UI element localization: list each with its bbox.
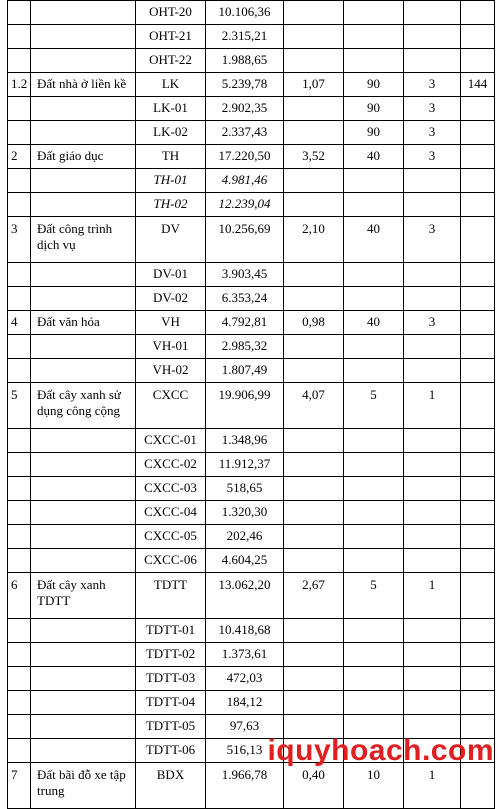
area-cell: 5.239,78: [206, 73, 284, 97]
area-cell: 1.966,78: [206, 763, 284, 809]
name-cell: [31, 1, 136, 25]
density-cell: 90: [344, 73, 404, 97]
table-row: [8, 217, 495, 263]
density-cell: [344, 691, 404, 715]
floors-cell: [404, 643, 461, 667]
units-cell: [461, 169, 495, 193]
name-cell: [31, 97, 136, 121]
stt-cell: 6: [8, 573, 31, 619]
density-cell: [344, 619, 404, 643]
units-cell: [461, 691, 495, 715]
units-cell: [461, 667, 495, 691]
units-cell: [461, 121, 495, 145]
ratio-cell: [284, 287, 344, 311]
code-cell: CXCC-02: [136, 453, 206, 477]
units-cell: [461, 619, 495, 643]
ratio-cell: 2,67: [284, 573, 344, 619]
floors-cell: 3: [404, 73, 461, 97]
code-cell: CXCC-06: [136, 549, 206, 573]
code-cell: TDTT: [136, 573, 206, 619]
stt-cell: 5: [8, 383, 31, 429]
name-cell: [31, 549, 136, 573]
stt-cell: [8, 501, 31, 525]
code-cell: TDTT-03: [136, 667, 206, 691]
table-row: [8, 193, 495, 217]
stt-cell: [8, 1, 31, 25]
floors-cell: [404, 691, 461, 715]
floors-cell: [404, 453, 461, 477]
area-cell: 97,63: [206, 715, 284, 739]
name-cell: [31, 49, 136, 73]
table-row: [8, 573, 495, 619]
table-row: [8, 287, 495, 311]
table-row: [8, 667, 495, 691]
name-cell: [31, 121, 136, 145]
stt-cell: [8, 525, 31, 549]
ratio-cell: [284, 49, 344, 73]
table-row: [8, 335, 495, 359]
ratio-cell: [284, 121, 344, 145]
area-cell: 12.239,04: [206, 193, 284, 217]
code-cell: CXCC-04: [136, 501, 206, 525]
area-cell: 516,13: [206, 739, 284, 763]
stt-cell: [8, 335, 31, 359]
floors-cell: [404, 429, 461, 453]
ratio-cell: [284, 359, 344, 383]
stt-cell: [8, 453, 31, 477]
area-cell: 1.320,30: [206, 501, 284, 525]
table-row: [8, 1, 495, 25]
name-cell: Đất văn hóa: [31, 311, 136, 335]
code-cell: TDTT-04: [136, 691, 206, 715]
floors-cell: [404, 1, 461, 25]
name-cell: [31, 263, 136, 287]
table-row: [8, 97, 495, 121]
ratio-cell: 0,98: [284, 311, 344, 335]
ratio-cell: [284, 501, 344, 525]
floors-cell: [404, 169, 461, 193]
floors-cell: 3: [404, 311, 461, 335]
area-cell: 13.062,20: [206, 573, 284, 619]
ratio-cell: [284, 263, 344, 287]
floors-cell: [404, 193, 461, 217]
table-row: [8, 619, 495, 643]
units-cell: [461, 549, 495, 573]
units-cell: [461, 501, 495, 525]
code-cell: TDTT-06: [136, 739, 206, 763]
ratio-cell: 1,07: [284, 73, 344, 97]
code-cell: CXCC-01: [136, 429, 206, 453]
floors-cell: [404, 25, 461, 49]
table-row: [8, 501, 495, 525]
floors-cell: [404, 359, 461, 383]
name-cell: [31, 619, 136, 643]
stt-cell: [8, 619, 31, 643]
table-row: [8, 263, 495, 287]
stt-cell: [8, 121, 31, 145]
table-row: [8, 25, 495, 49]
area-cell: 1.348,96: [206, 429, 284, 453]
units-cell: [461, 525, 495, 549]
area-cell: 6.353,24: [206, 287, 284, 311]
code-cell: CXCC-03: [136, 477, 206, 501]
floors-cell: [404, 477, 461, 501]
units-cell: [461, 453, 495, 477]
code-cell: TH: [136, 145, 206, 169]
ratio-cell: [284, 97, 344, 121]
name-cell: Đất bãi đỗ xe tập trung: [31, 763, 136, 809]
name-cell: [31, 477, 136, 501]
density-cell: [344, 477, 404, 501]
units-cell: [461, 763, 495, 809]
name-cell: [31, 691, 136, 715]
stt-cell: [8, 429, 31, 453]
floors-cell: [404, 263, 461, 287]
stt-cell: [8, 643, 31, 667]
units-cell: [461, 287, 495, 311]
table-row: [8, 525, 495, 549]
table-row: [8, 383, 495, 429]
density-cell: [344, 525, 404, 549]
code-cell: VH-01: [136, 335, 206, 359]
floors-cell: [404, 335, 461, 359]
stt-cell: [8, 49, 31, 73]
units-cell: [461, 643, 495, 667]
density-cell: [344, 359, 404, 383]
density-cell: [344, 263, 404, 287]
code-cell: TDTT-05: [136, 715, 206, 739]
density-cell: [344, 549, 404, 573]
name-cell: Đất công trình dịch vụ: [31, 217, 136, 263]
floors-cell: [404, 549, 461, 573]
watermark: iquyhoach.com: [267, 734, 494, 767]
density-cell: 5: [344, 383, 404, 429]
density-cell: 40: [344, 145, 404, 169]
ratio-cell: [284, 691, 344, 715]
table-row: [8, 49, 495, 73]
area-cell: 1.988,65: [206, 49, 284, 73]
name-cell: [31, 739, 136, 763]
table-row: [8, 169, 495, 193]
code-cell: DV-02: [136, 287, 206, 311]
area-cell: 1.807,49: [206, 359, 284, 383]
units-cell: [461, 49, 495, 73]
density-cell: [344, 169, 404, 193]
floors-cell: 3: [404, 145, 461, 169]
stt-cell: 3: [8, 217, 31, 263]
code-cell: LK-02: [136, 121, 206, 145]
ratio-cell: 2,10: [284, 217, 344, 263]
table-row: [8, 121, 495, 145]
floors-cell: [404, 619, 461, 643]
name-cell: Đất cây xanh sử dụng công cộng: [31, 383, 136, 429]
stt-cell: [8, 169, 31, 193]
area-cell: 2.985,32: [206, 335, 284, 359]
code-cell: TDTT-02: [136, 643, 206, 667]
stt-cell: 1.2: [8, 73, 31, 97]
area-cell: 19.906,99: [206, 383, 284, 429]
density-cell: [344, 429, 404, 453]
table-row: [8, 453, 495, 477]
floors-cell: [404, 525, 461, 549]
code-cell: OHT-22: [136, 49, 206, 73]
code-cell: CXCC: [136, 383, 206, 429]
density-cell: 90: [344, 121, 404, 145]
table-row: [8, 311, 495, 335]
density-cell: [344, 453, 404, 477]
code-cell: TH-02: [136, 193, 206, 217]
density-cell: [344, 1, 404, 25]
name-cell: [31, 501, 136, 525]
area-cell: 4.981,46: [206, 169, 284, 193]
code-cell: OHT-20: [136, 1, 206, 25]
ratio-cell: [284, 453, 344, 477]
name-cell: [31, 643, 136, 667]
units-cell: [461, 25, 495, 49]
area-cell: 202,46: [206, 525, 284, 549]
density-cell: [344, 667, 404, 691]
table-row: [8, 429, 495, 453]
name-cell: [31, 525, 136, 549]
ratio-cell: [284, 643, 344, 667]
ratio-cell: 3,52: [284, 145, 344, 169]
table-row: [8, 763, 495, 809]
stt-cell: 4: [8, 311, 31, 335]
code-cell: CXCC-05: [136, 525, 206, 549]
code-cell: OHT-21: [136, 25, 206, 49]
table-row: [8, 691, 495, 715]
density-cell: [344, 49, 404, 73]
name-cell: Đất nhà ở liền kề: [31, 73, 136, 97]
name-cell: [31, 169, 136, 193]
density-cell: [344, 287, 404, 311]
units-cell: [461, 263, 495, 287]
area-cell: 4.604,25: [206, 549, 284, 573]
area-cell: 11.912,37: [206, 453, 284, 477]
units-cell: [461, 335, 495, 359]
area-cell: 17.220,50: [206, 145, 284, 169]
area-cell: 472,03: [206, 667, 284, 691]
table-row: [8, 145, 495, 169]
name-cell: [31, 335, 136, 359]
density-cell: [344, 501, 404, 525]
stt-cell: [8, 715, 31, 739]
area-cell: 518,65: [206, 477, 284, 501]
ratio-cell: 0,40: [284, 763, 344, 809]
code-cell: BDX: [136, 763, 206, 809]
code-cell: TH-01: [136, 169, 206, 193]
floors-cell: [404, 287, 461, 311]
units-cell: [461, 477, 495, 501]
table-row: [8, 359, 495, 383]
area-cell: 4.792,81: [206, 311, 284, 335]
name-cell: [31, 715, 136, 739]
area-cell: 1.373,61: [206, 643, 284, 667]
code-cell: LK-01: [136, 97, 206, 121]
ratio-cell: [284, 193, 344, 217]
floors-cell: 3: [404, 217, 461, 263]
area-cell: 10.418,68: [206, 619, 284, 643]
stt-cell: [8, 549, 31, 573]
floors-cell: 3: [404, 97, 461, 121]
units-cell: [461, 359, 495, 383]
units-cell: [461, 217, 495, 263]
stt-cell: [8, 667, 31, 691]
ratio-cell: [284, 335, 344, 359]
table-row: [8, 477, 495, 501]
area-cell: 10.106,36: [206, 1, 284, 25]
table-row: [8, 549, 495, 573]
name-cell: [31, 667, 136, 691]
code-cell: LK: [136, 73, 206, 97]
stt-cell: [8, 25, 31, 49]
stt-cell: 7: [8, 763, 31, 809]
density-cell: 90: [344, 97, 404, 121]
units-cell: [461, 383, 495, 429]
name-cell: [31, 287, 136, 311]
stt-cell: [8, 691, 31, 715]
stt-cell: 2: [8, 145, 31, 169]
floors-cell: 1: [404, 573, 461, 619]
density-cell: [344, 643, 404, 667]
name-cell: [31, 193, 136, 217]
stt-cell: [8, 739, 31, 763]
floors-cell: [404, 501, 461, 525]
stt-cell: [8, 287, 31, 311]
density-cell: [344, 25, 404, 49]
code-cell: TDTT-01: [136, 619, 206, 643]
area-cell: 2.902,35: [206, 97, 284, 121]
name-cell: [31, 429, 136, 453]
floors-cell: 1: [404, 763, 461, 809]
area-cell: 3.903,45: [206, 263, 284, 287]
ratio-cell: 4,07: [284, 383, 344, 429]
ratio-cell: [284, 667, 344, 691]
stt-cell: [8, 263, 31, 287]
density-cell: 10: [344, 763, 404, 809]
density-cell: [344, 193, 404, 217]
stt-cell: [8, 97, 31, 121]
land-use-table: [7, 0, 495, 809]
floors-cell: 3: [404, 121, 461, 145]
code-cell: VH: [136, 311, 206, 335]
density-cell: 5: [344, 573, 404, 619]
stt-cell: [8, 193, 31, 217]
table-row: [8, 73, 495, 97]
units-cell: 144: [461, 73, 495, 97]
ratio-cell: [284, 25, 344, 49]
ratio-cell: [284, 477, 344, 501]
units-cell: [461, 145, 495, 169]
density-cell: [344, 335, 404, 359]
table-row: [8, 643, 495, 667]
units-cell: [461, 573, 495, 619]
name-cell: [31, 359, 136, 383]
stt-cell: [8, 359, 31, 383]
name-cell: Đất giáo dục: [31, 145, 136, 169]
units-cell: [461, 1, 495, 25]
name-cell: [31, 453, 136, 477]
units-cell: [461, 429, 495, 453]
ratio-cell: [284, 429, 344, 453]
stt-cell: [8, 477, 31, 501]
ratio-cell: [284, 619, 344, 643]
ratio-cell: [284, 1, 344, 25]
name-cell: Đất cây xanh TDTT: [31, 573, 136, 619]
area-cell: 2.337,43: [206, 121, 284, 145]
floors-cell: [404, 49, 461, 73]
ratio-cell: [284, 525, 344, 549]
ratio-cell: [284, 169, 344, 193]
units-cell: [461, 193, 495, 217]
area-cell: 2.315,21: [206, 25, 284, 49]
code-cell: DV: [136, 217, 206, 263]
density-cell: 40: [344, 217, 404, 263]
floors-cell: [404, 667, 461, 691]
floors-cell: 1: [404, 383, 461, 429]
code-cell: VH-02: [136, 359, 206, 383]
code-cell: DV-01: [136, 263, 206, 287]
area-cell: 10.256,69: [206, 217, 284, 263]
units-cell: [461, 97, 495, 121]
density-cell: 40: [344, 311, 404, 335]
ratio-cell: [284, 549, 344, 573]
units-cell: [461, 311, 495, 335]
name-cell: [31, 25, 136, 49]
area-cell: 184,12: [206, 691, 284, 715]
